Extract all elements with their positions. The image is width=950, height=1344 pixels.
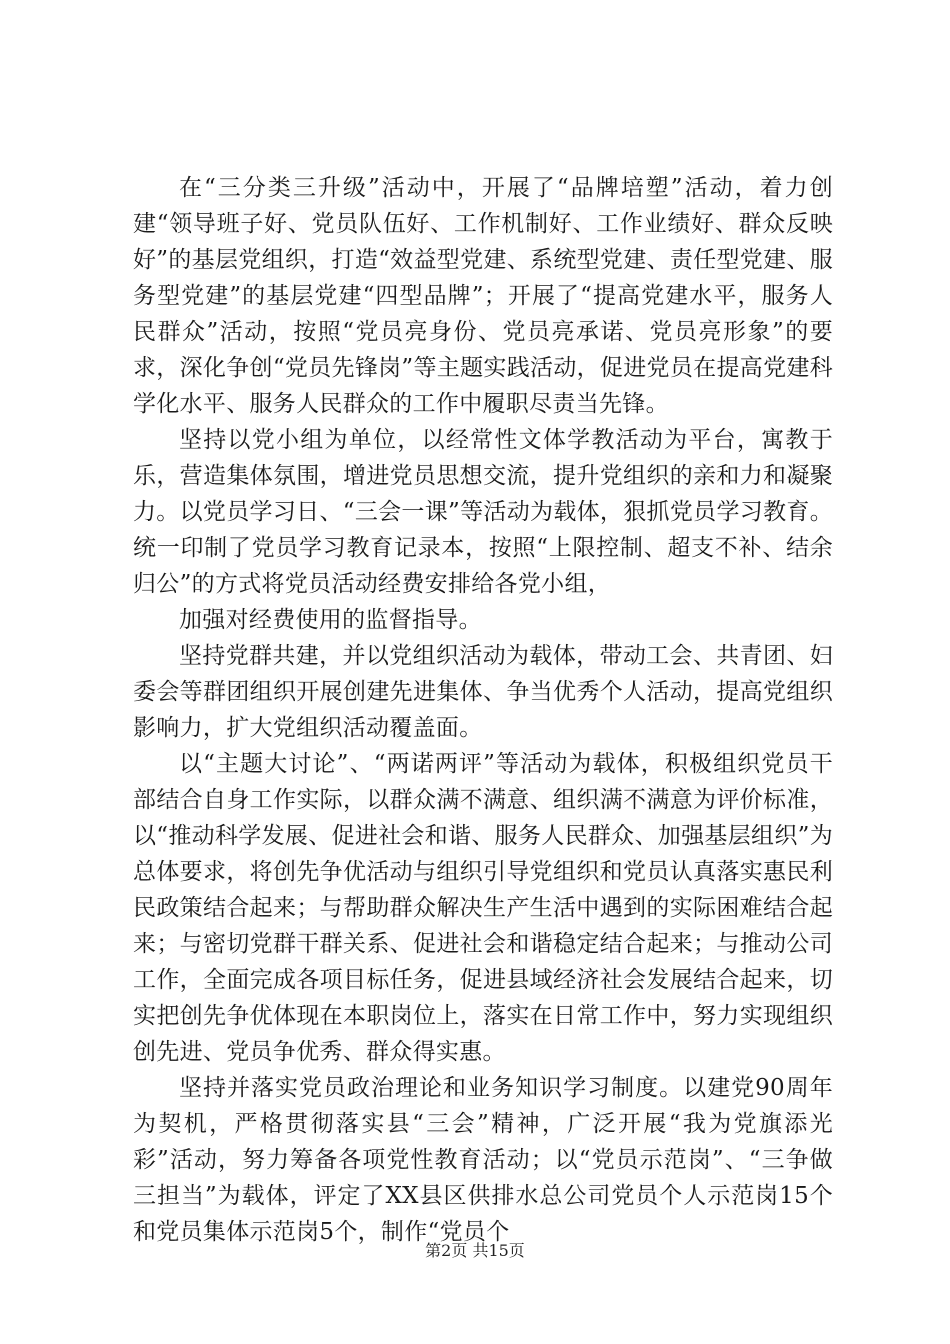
paragraph-6: 坚持并落实党员政治理论和业务知识学习制度。以建党90周年为契机，严格贯彻落实县“三会”精神，广泛开展“我为党旗添光彩”活动，努力筹备各项党性教育活动；以“党员示范岗”、“三争做三担当”为载体，评定了XX县区供排水总公司党员个人示范岗15个和党员集体示范岗5个，制作“党员个 [133, 1075, 833, 1245]
paragraph-4: 坚持党群共建，并以党组织活动为载体，带动工会、共青团、妇委会等群团组织开展创建先进集体、争当优秀个人活动，提高党组织影响力，扩大党组织活动覆盖面。 [133, 643, 833, 741]
paragraph-1: 在“三分类三升级”活动中，开展了“品牌培塑”活动，着力创建“领导班子好、党员队伍好、工作机制好、工作业绩好、群众反映好”的基层党组织，打造“效益型党建、系统型党建、责任型党建、服务型党建”的基层党建“四型品牌”；开展了“提高党建水平，服务人民群众”活动，按照“党员亮身份、党员亮承诺、党员亮形象”的要求，深化争创“党员先锋岗”等主题实践活动，促进党员在提高党建科学化水平、服务人民群众的工作中履职尽责当先锋。 [133, 175, 833, 417]
paragraph-2: 坚持以党小组为单位，以经常性文体学教活动为平台，寓教于乐，营造集体氛围，增进党员思想交流，提升党组织的亲和力和凝聚力。以党员学习日、“三会一课”等活动为载体，狠抓党员学习教育。统一印制了党员学习教育记录本，按照“上限控制、超支不补、结余归公”的方式将党员活动经费安排给各党小组， [133, 427, 833, 597]
paragraph-3: 加强对经费使用的监督指导。 [179, 607, 482, 633]
document-body [133, 170, 833, 1250]
paragraph-5: 以“主题大讨论”、“两诺两评”等活动为载体，积极组织党员干部结合自身工作实际，以群众满不满意、组织满不满意为评价标准，以“推动科学发展、促进社会和谐、服务人民群众、加强基层组织”为总体要求，将创先争优活动与组织引导党组织和党员认真落实惠民利民政策结合起来；与帮助群众解决生产生活中遇到的实际困难结合起来；与密切党群干群关系、促进社会和谐稳定结合起来；与推动公司工作，全面完成各项目标任务，促进县域经济社会发展结合起来，切实把创先争优体现在本职岗位上，落实在日常工作中，努力实现组织创先进、党员争优秀、群众得实惠。 [133, 751, 833, 1065]
page-number-footer: 第2页 共15页 [425, 1241, 525, 1260]
